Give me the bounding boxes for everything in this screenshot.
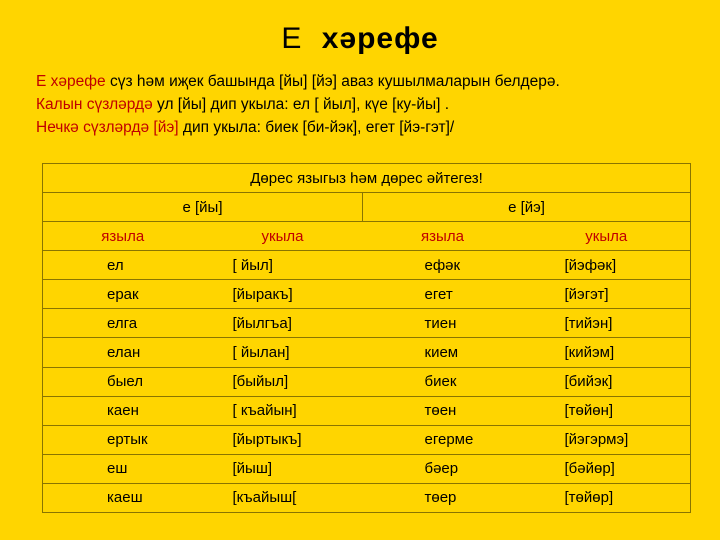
table-cell: [йыш] [203,454,363,483]
words-table [42,163,691,513]
column-header: укыла [523,222,691,251]
title-letter: Е [281,22,303,55]
table-cell: ертык [43,425,203,454]
intro-line-1 [36,70,716,93]
intro-line-2 [36,93,716,116]
intro-line-3-highlight: Нечкә сүзләрдә [йэ] [36,119,179,136]
table-row [43,396,691,425]
table-cell: [тийэн] [523,309,691,338]
table-row [43,367,691,396]
table-row [43,309,691,338]
table-cell: [ къайын] [203,396,363,425]
group-left-header: е [йы] [43,193,363,222]
table-row [43,338,691,367]
table-cell: [төйөр] [523,483,691,512]
intro-text [36,70,716,139]
table-cell: тиен [363,309,523,338]
table-row [43,425,691,454]
table-cell: бәер [363,454,523,483]
table-cell: төен [363,396,523,425]
group-right-header: е [йэ] [363,193,691,222]
table-cell: елан [43,338,203,367]
table-cell: ефәк [363,251,523,280]
table-row [43,280,691,309]
table-cell: еш [43,454,203,483]
column-header: языла [363,222,523,251]
table-cell: [төйөн] [523,396,691,425]
table-cell: [йыракъ] [203,280,363,309]
table-cell: каеш [43,483,203,512]
table-cell: төер [363,483,523,512]
title-word: хәрефе [321,22,439,55]
intro-line-2-text: ул [йы] дип укыла: ел [ йыл], күе [ку-йы] . [152,96,450,113]
table-cell: егерме [363,425,523,454]
column-header: укыла [203,222,363,251]
table-cell: [ йылан] [203,338,363,367]
table-cell: каен [43,396,203,425]
table-cell: ерак [43,280,203,309]
table-column-headers [43,222,691,251]
table-cell: кием [363,338,523,367]
table-cell: быел [43,367,203,396]
intro-line-2-highlight: Калын сүзләрдә [36,96,153,113]
table-row [43,483,691,512]
table-row [43,251,691,280]
table-cell: биек [363,367,523,396]
table-cell: [ йыл] [203,251,363,280]
intro-line-1-text: сүз һәм иҗек башында [йы] [йэ] аваз кушылмаларын белдерә. [105,73,560,90]
table-cell: [бийэк] [523,367,691,396]
table-cell: [йылгъа] [203,309,363,338]
intro-line-3 [36,116,716,139]
table-group-row [43,193,691,222]
intro-line-1-highlight: Е хәрефе [36,73,106,90]
table-cell: [къайыш[ [203,483,363,512]
table-header-row [43,164,691,193]
table-cell: [йыртыкъ] [203,425,363,454]
table-cell: [йэгэт] [523,280,691,309]
table-row [43,454,691,483]
table-cell: елга [43,309,203,338]
table-cell: [йэфәк] [523,251,691,280]
table-header: Дөрес языгыз һәм дөрес әйтегез! [43,164,691,193]
table-cell: [кийэм] [523,338,691,367]
intro-line-3-text: дип укыла: биек [би-йэк], егет [йэ-гэт]/ [178,119,455,136]
table-cell: егет [363,280,523,309]
table-cell: ел [43,251,203,280]
table-cell: [йэгэрмэ] [523,425,691,454]
table-cell: [быйыл] [203,367,363,396]
table-cell: [бәйөр] [523,454,691,483]
page-title [0,22,720,56]
column-header: языла [43,222,203,251]
